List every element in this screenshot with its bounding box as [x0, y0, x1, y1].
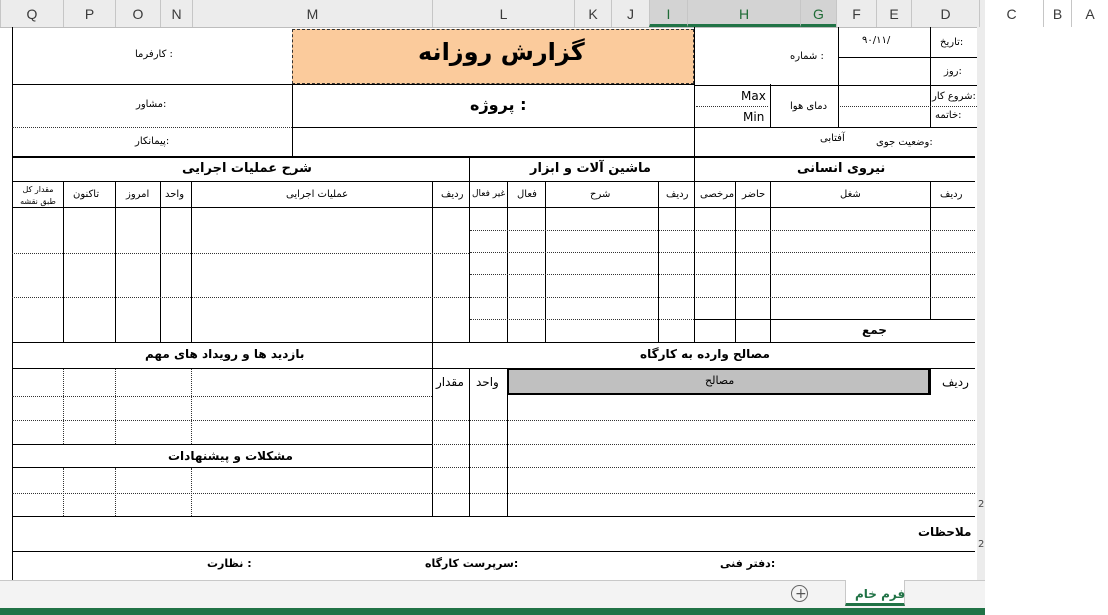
- materials-section-title: مصالح وارده به کارگاه: [640, 347, 770, 361]
- ops-col-unit: واحد: [165, 189, 185, 200]
- weather-label: وضعیت جوی:: [876, 137, 933, 148]
- consultant-label: مشاور:: [136, 99, 167, 110]
- man-col-row: ردیف: [940, 189, 963, 200]
- column-header-e[interactable]: E: [876, 0, 911, 27]
- date-value[interactable]: ۹۰/۱۱/: [862, 35, 891, 46]
- status-bar: [0, 608, 985, 615]
- man-col-job: شغل: [840, 189, 861, 200]
- page-title: گزارش روزانه: [418, 38, 585, 66]
- man-col-present: حاضر: [742, 189, 766, 200]
- supervision-label: نظارت :: [207, 557, 252, 570]
- column-header-k[interactable]: K: [574, 0, 611, 27]
- add-sheet-icon: +: [795, 586, 807, 602]
- column-header-l[interactable]: L: [432, 0, 574, 27]
- end-label: خاتمه:: [935, 110, 962, 121]
- column-header-b[interactable]: B: [1043, 0, 1071, 27]
- ops-col-today: امروز: [126, 189, 150, 200]
- date-label: تاریخ:: [940, 37, 964, 48]
- mach-col-active: فعال: [517, 189, 537, 200]
- column-header-d[interactable]: D: [911, 0, 979, 27]
- column-header-j[interactable]: J: [611, 0, 649, 27]
- column-header-h[interactable]: H: [687, 0, 800, 27]
- column-header-g[interactable]: G: [800, 0, 836, 27]
- mat-col-material: مصالح: [705, 374, 735, 387]
- column-header-o[interactable]: O: [115, 0, 160, 27]
- man-col-leave: مرخصی: [700, 189, 735, 200]
- mat-col-unit: واحد: [476, 375, 499, 389]
- operations-section-title: شرح عملیات اجرایی: [182, 161, 312, 176]
- min-temp-label: Min: [743, 110, 765, 124]
- site-supervisor-label: سرپرست کارگاه:: [425, 557, 519, 570]
- start-label: شروع کار:: [932, 91, 976, 102]
- machinery-section-title: ماشین آلات و ابزار: [530, 161, 651, 176]
- number-label: شماره :: [790, 51, 824, 62]
- ops-col-row: ردیف: [441, 189, 464, 200]
- mach-col-desc: شرح: [590, 189, 611, 200]
- project-label: پروژه :: [470, 95, 527, 114]
- column-header-c[interactable]: C: [979, 0, 1043, 27]
- problems-section-title: مشکلات و پیشنهادات: [168, 449, 293, 463]
- mat-col-qty: مقدار: [436, 375, 464, 389]
- mat-col-row: ردیف: [942, 375, 969, 389]
- weather-value[interactable]: آفتابی: [820, 133, 845, 144]
- remarks-label: ملاحظات: [918, 525, 972, 539]
- sheet-tab-bar: [0, 580, 985, 608]
- column-header-m[interactable]: M: [192, 0, 432, 27]
- employer-label: کارفرما :: [135, 49, 173, 60]
- column-header-q[interactable]: Q: [0, 0, 63, 27]
- technical-office-label: دفتر فنی:: [720, 557, 776, 570]
- total-label: جمع: [862, 323, 887, 337]
- ops-col-qty-plan: مقدار کل طبق نقشه: [20, 185, 56, 206]
- ops-col-operation: عملیات اجرایی: [286, 189, 349, 200]
- manpower-section-title: نیروی انسانی: [797, 161, 886, 176]
- column-header-p[interactable]: P: [63, 0, 115, 27]
- day-label: روز:: [944, 66, 962, 77]
- column-header-i[interactable]: I: [649, 0, 687, 27]
- column-header-a[interactable]: A: [1071, 0, 1108, 27]
- column-header-n[interactable]: N: [160, 0, 192, 27]
- visits-section-title: بازدید ها و رویداد های مهم: [145, 347, 305, 361]
- row-number[interactable]: 2: [978, 539, 985, 550]
- column-header-f[interactable]: F: [836, 0, 876, 27]
- contractor-label: پیمانکار:: [135, 136, 170, 147]
- mach-col-row: ردیف: [666, 189, 689, 200]
- max-temp-label: Max: [741, 89, 766, 103]
- mach-col-inactive: غیر فعال: [472, 189, 506, 199]
- ops-col-so-far: تاکنون: [73, 189, 100, 200]
- row-number[interactable]: 2: [978, 499, 985, 510]
- sheet-tab-label: فرم خام: [855, 587, 906, 601]
- temperature-label: دمای هوا: [790, 101, 828, 112]
